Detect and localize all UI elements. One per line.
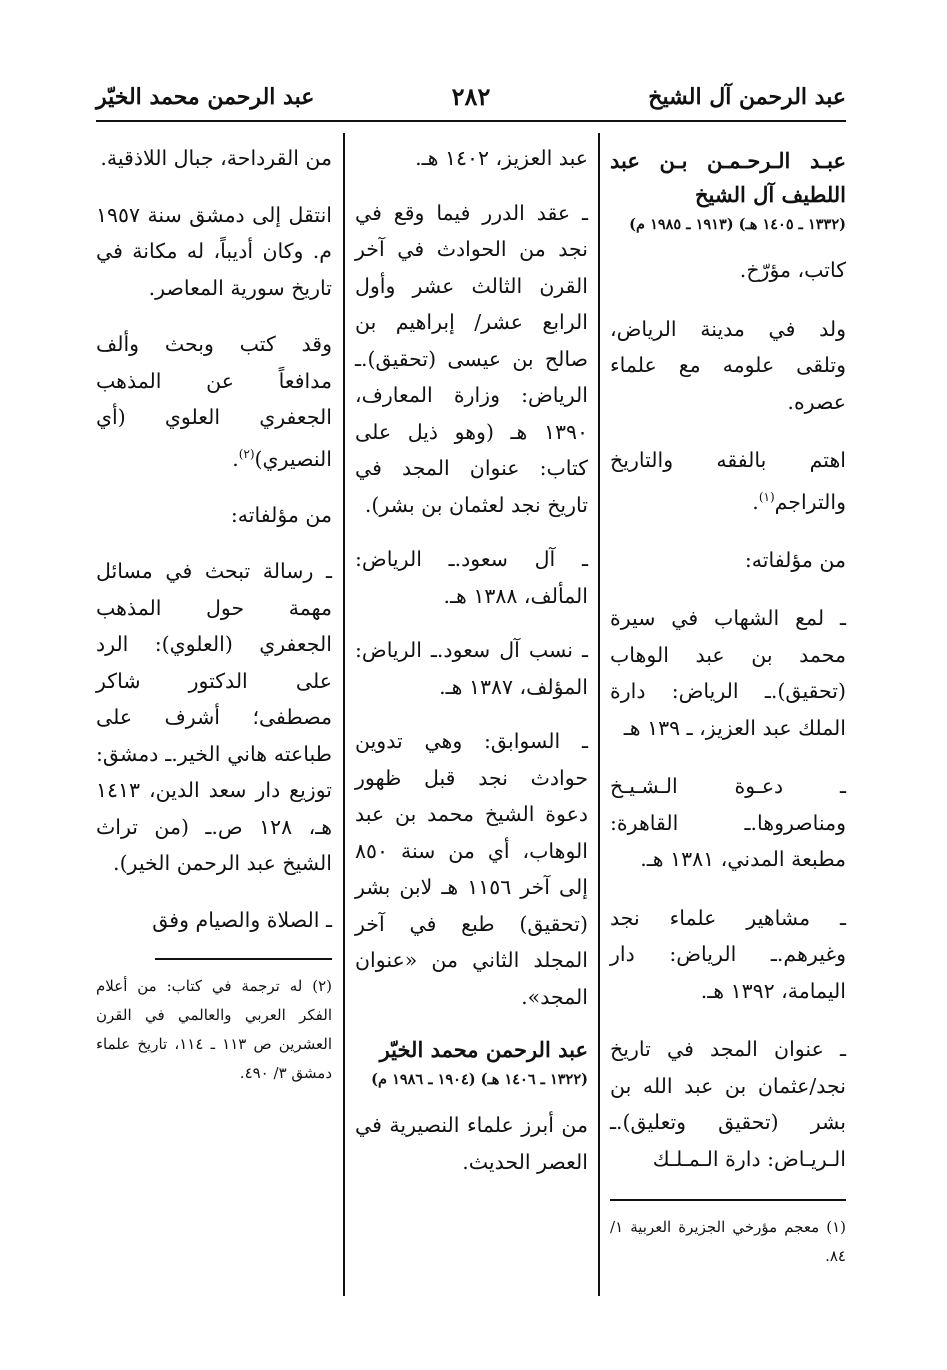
running-header bbox=[96, 78, 846, 118]
paragraph-end: . bbox=[232, 446, 239, 471]
entry-dates: (١٣٣٢ ـ ١٤٠٥ هـ) (١٩١٣ ـ ١٩٨٥ م) bbox=[629, 216, 846, 233]
work-item: ـ لمع الشهاب في سيرة محمد بن عبد الوهاب (تحقيق).ـ الرياض: دارة الملك عبد العزيز، ـ ١٣٩ هـ bbox=[610, 606, 846, 740]
paragraph-text: وقد كتب وبحث وألف مدافعاً عن المذهب الجعفري العلوي (أي النصيري) bbox=[96, 332, 332, 471]
entry-paragraph: انتقل إلى دمشق سنة ١٩٥٧ م. وكان أديباً، له مكانة في تاريخ سورية المعاصر. bbox=[96, 202, 332, 300]
footnote-rule bbox=[155, 958, 332, 960]
footnote-marker: (١) bbox=[758, 489, 775, 504]
column-left bbox=[96, 140, 332, 1088]
work-item: ـ الصلاة والصيام وفق bbox=[152, 907, 332, 932]
footnote: (١) معجم مؤرخي الجزيرة العربية ١/ ٨٤. bbox=[610, 1218, 846, 1266]
header-rule bbox=[96, 120, 846, 122]
work-item: ـ دعـوة الـشـيـخ ومناصروها.ـ القاهرة: مطبعة المدني، ١٣٨١ هـ. bbox=[610, 774, 846, 872]
footnote-marker: (٢) bbox=[238, 446, 255, 461]
work-item: ـ عقد الدرر فيما وقع في نجد من الحوادث في آخر القرن الثالث عشر وأول الرابع عشر/ إبراهيم بن صالح بن عيسى (تحقيق).ـ الرياض: وزارة المعارف، ١٣٩٠ هـ (وهو ذيل على كتاب: عنوان المجد في تاريخ نجد لعثمان بن بشر). bbox=[355, 200, 588, 517]
work-item: ـ السوابق: وهي تدوين حوادث نجد قبل ظهور دعوة الشيخ محمد بن عبد الوهاب، أي من سنة ٨٥٠ إلى آخر ١١٥٦ هـ لابن بشر (تحقيق) طبع في آخر المجلد الثاني من «عنوان المجد». bbox=[355, 729, 588, 1009]
entry-description: كاتب، مؤرّخ. bbox=[739, 258, 846, 282]
work-item: ـ نسب آل سعود.ـ الرياض: المؤلف، ١٣٨٧ هـ. bbox=[355, 638, 588, 699]
work-item: ـ مشاهير علماء نجد وغيرهم.ـ الرياض: دار اليمامة، ١٣٩٢ هـ. bbox=[610, 905, 846, 1003]
work-item-continued: عبد العزيز، ١٤٠٢ هـ. bbox=[415, 146, 588, 170]
work-item: ـ رسالة تبحث في مسائل مهمة حول المذهب الجعفري (العلوي): الرد على الدكتور شاكر مصطفى؛ أشرف على طباعته هاني الخير.ـ دمشق: توزيع دار سعد الدين، ١٤١٣ هـ، ١٢٨ ص.ـ (من تراث الشيخ عبد الرحمن الخير). bbox=[96, 559, 333, 876]
page-number: ٢٨٢ bbox=[451, 82, 491, 111]
work-item: ـ آل سعود.ـ الرياض: المألف، ١٣٨٨ هـ. bbox=[355, 547, 588, 608]
entry-title: عبد الرحمن محمد الخيّر bbox=[379, 1037, 588, 1062]
paragraph-end: . bbox=[752, 489, 759, 514]
footnote-rule bbox=[610, 1199, 846, 1201]
footnote: (٢) له ترجمة في كتاب: من أعلام الفكر العربي والعالمي في القرن العشرين ص ١١٣ ـ ١١٤، تاريخ علماء دمشق ٣/ ٤٩٠. bbox=[96, 977, 333, 1083]
paragraph-text: اهتم بالفقه والتاريخ والتراجم bbox=[610, 448, 846, 514]
entry-paragraph bbox=[96, 326, 332, 477]
entry-paragraph: من أبرز علماء النصيرية في العصر الحديث. bbox=[355, 1113, 588, 1174]
column-divider-left bbox=[343, 133, 345, 1296]
header-right-name: عبد الرحمن آل الشيخ bbox=[648, 84, 846, 110]
entry-dates: (١٣٢٢ ـ ١٤٠٦ هـ) (١٩٠٤ ـ ١٩٨٦ م) bbox=[371, 1071, 588, 1088]
works-heading: من مؤلفاته: bbox=[744, 547, 846, 572]
header-left-name: عبد الرحمن محمد الخيّر bbox=[96, 84, 315, 110]
work-item: ـ عنوان المجد في تاريخ نجد/عثمان بن عبد الله بن بشر (تحقيق وتعليق).ـ الـريـاض: دارة الـمـلـك bbox=[610, 1037, 846, 1171]
column-divider-right bbox=[598, 133, 600, 1296]
column-middle bbox=[355, 140, 588, 1198]
entry-paragraph: ولد في مدينة الرياض، وتلقى علومه مع علماء عصره. bbox=[610, 316, 846, 414]
entry-paragraph: من القرداحة، جبال اللاذقية. bbox=[100, 146, 332, 170]
entry-title: عبـد الـرحـمـن بـن عبد اللطيف آل الشيخ bbox=[610, 148, 846, 207]
entry-paragraph bbox=[610, 442, 846, 520]
works-heading: من مؤلفاته: bbox=[230, 502, 332, 527]
column-right bbox=[610, 140, 846, 1271]
